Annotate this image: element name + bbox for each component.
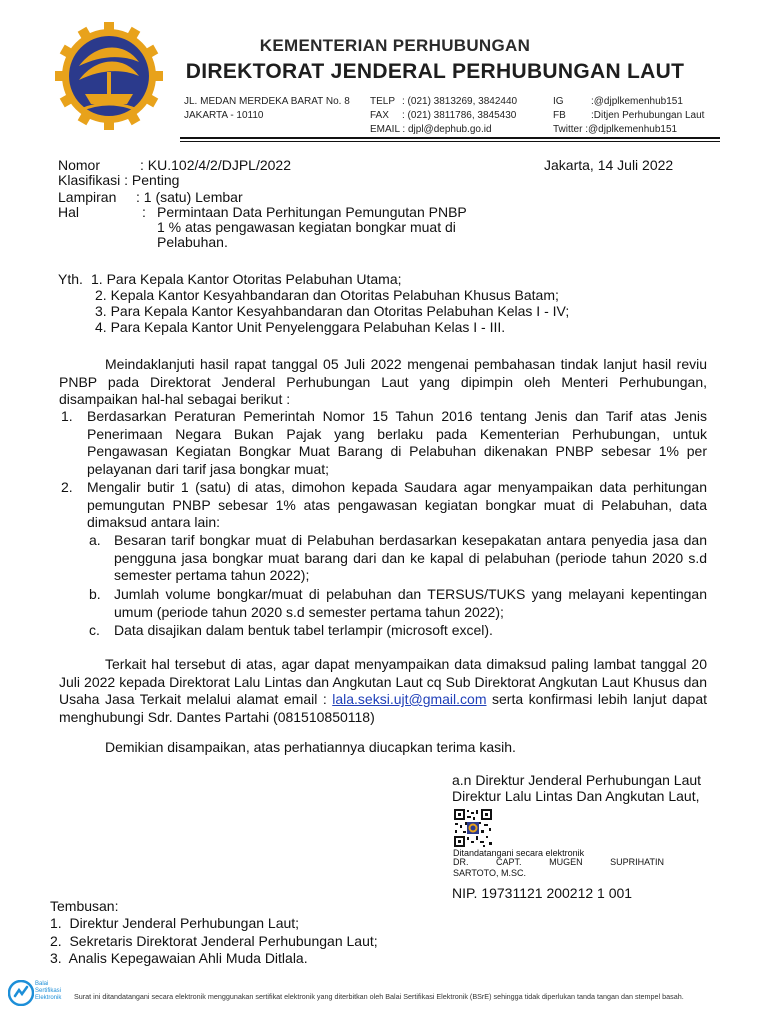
directorate-name: DIREKTORAT JENDERAL PERHUBUNGAN LAUT xyxy=(185,60,685,83)
letter-date: Jakarta, 14 Juli 2022 xyxy=(544,157,674,173)
yth-label: Yth. xyxy=(58,271,83,287)
fb-value: :Ditjen Perhubungan Laut xyxy=(591,110,705,121)
tembusan-item-1: 1. Direktur Jenderal Perhubungan Laut; xyxy=(50,915,300,931)
bsre-label-line-1: Balai xyxy=(35,981,49,987)
qr-code-icon xyxy=(453,808,493,848)
header-rule-thin xyxy=(180,141,720,142)
twitter-line: Twitter :@djplkemenhub151 xyxy=(553,124,678,135)
sub-c-text: Data disajikan dalam bentuk tabel terlampir (microsoft excel). xyxy=(114,622,493,638)
lampiran-value: : 1 (satu) Lembar xyxy=(136,189,243,205)
hal-line-2: 1 % atas pengawasan kegiatan bongkar muat di xyxy=(157,219,456,235)
fb-label: FB xyxy=(553,110,566,121)
telp-label: TELP xyxy=(370,96,396,107)
nomor-value: : KU.102/4/2/DJPL/2022 xyxy=(140,157,291,173)
hal-label: Hal xyxy=(58,204,80,220)
closing-text-2: serta konfirmasi lebih lanjut dapat menghubungi Sdr. Dantes Partahi (081510850118) xyxy=(59,691,707,725)
recipient-1: 1. Para Kepala Kantor Otoritas Pelabuhan Utama; xyxy=(91,271,402,287)
email-header: EMAIL : djpl@dephub.go.id xyxy=(370,124,492,135)
signature-line-2: Direktur Lalu Lintas Dan Angkutan Laut, xyxy=(452,788,700,804)
bsre-logo-icon xyxy=(8,980,34,1006)
intro-paragraph: Meindaklanjuti hasil rapat tanggal 05 Juli 2022 mengenai pembahasan tindak lanjut hasil reviu PNBP pada Direktorat Jenderal Perhubungan Laut yang dipimpin oleh Menteri Perhubungan, disampaikan hal-hal sebagai berikut : xyxy=(59,356,707,407)
social-block xyxy=(553,95,704,137)
sub-b-text: Jumlah volume bongkar/muat di pelabuhan dan TERSUS/TUKS yang melayani kepentingan umum (periode tahun 2020 s.d semester pertama tahun 2022); xyxy=(114,586,707,620)
hal-line-3: Pelabuhan. xyxy=(157,234,228,250)
address-city: JAKARTA - 10110 xyxy=(184,110,264,121)
tembusan-item-3: 3. Analis Kepegawaian Ahli Muda Ditlala. xyxy=(50,950,308,966)
contact-block xyxy=(370,95,517,137)
contact-email-link[interactable]: lala.seksi.ujt@gmail.com xyxy=(332,691,487,707)
recipient-3: 3. Para Kepala Kantor Kesyahbandaran dan Otoritas Pelabuhan Kelas I - IV; xyxy=(95,303,570,319)
klasifikasi: Klasifikasi : Penting xyxy=(58,172,180,188)
ig-value: :@djplkemenhub151 xyxy=(591,96,683,107)
hal-line-1: Permintaan Data Perhitungan Pemungutan PNBP xyxy=(157,204,467,220)
signer-name-line-2: SARTOTO, M.SC. xyxy=(453,868,527,878)
hal-colon: : xyxy=(142,204,146,220)
lampiran-label: Lampiran xyxy=(58,189,117,205)
sub-b-label: b. xyxy=(89,586,101,602)
e-signature-footer-notice: Surat ini ditandatangani secara elektronik menggunakan sertifikat elektronik yang diterbitkan oleh Balai Sertifikasi Elektronik (BSrE) sehingga tidak diperlukan tanda tangan dan stempel basah. xyxy=(74,992,684,1001)
address-block xyxy=(184,95,350,123)
signature-line-1: a.n Direktur Jenderal Perhubungan Laut xyxy=(452,772,702,788)
bsre-label-line-2: Sertifikasi xyxy=(35,988,62,994)
point-2-number: 2. xyxy=(61,479,73,495)
closing-paragraph xyxy=(59,656,707,726)
ig-label: IG xyxy=(553,96,564,107)
bsre-label-line-3: Elektronik xyxy=(35,995,62,1001)
fax-value: : (021) 3811786, 3845430 xyxy=(402,110,517,121)
address-street: JL. MEDAN MERDEKA BARAT No. 8 xyxy=(184,96,350,107)
point-1-number: 1. xyxy=(61,408,73,424)
tembusan-item-2: 2. Sekretaris Direktorat Jenderal Perhubungan Laut; xyxy=(50,933,378,949)
telp-value: : (021) 3813269, 3842440 xyxy=(402,96,518,107)
tembusan-title: Tembusan: xyxy=(50,898,119,914)
recipient-2: 2. Kepala Kantor Kesyahbandaran dan Otoritas Pelabuhan Khusus Batam; xyxy=(95,287,559,303)
sub-a-label: a. xyxy=(89,532,101,548)
e-signed-note: Ditandatangani secara elektronik xyxy=(453,848,585,858)
fax-label: FAX xyxy=(370,110,389,121)
sub-a-text: Besaran tarif bongkar muat di Pelabuhan berdasarkan kesepakatan antara penyedia jasa dan pengguna jasa bongkar muat barang dari dan ke kapal di pelabuhan (periode tahun 2020 s.d semester pertama tahun 2022); xyxy=(114,532,707,583)
signer-nip: NIP. 19731121 200212 1 001 xyxy=(452,885,633,901)
ministry-name: KEMENTERIAN PERHUBUNGAN xyxy=(259,36,531,55)
point-2-text: Mengalir butir 1 (satu) di atas, dimohon kepada Saudara agar menyampaikan data perhitungan pemungutan PNBP sebesar 1% atas pengawasan kegiatan bongkar muat di Pelabuhan, data dimaksud antara lain: xyxy=(87,479,707,530)
nomor-label: Nomor xyxy=(58,157,101,173)
signer-name-line-1: DR. CAPT. MUGEN SUPRIHATIN xyxy=(453,857,664,867)
recipient-4: 4. Para Kepala Kantor Unit Penyelenggara Pelabuhan Kelas I - III. xyxy=(95,319,506,335)
bsre-label xyxy=(35,981,61,1002)
sub-c-label: c. xyxy=(89,622,100,638)
header-rule-thick xyxy=(180,137,720,139)
ministry-logo xyxy=(55,22,163,130)
point-1-text: Berdasarkan Peraturan Pemerintah Nomor 15 Tahun 2016 tentang Jenis dan Tarif atas Jenis Penerimaan Negara Bukan Pajak yang berlaku pada Kementerian Perhubungan, untuk Pengawasan Kegiatan Bongkar Muat Barang di Pelabuhan dikenakan PNBP sebesar 1% per pelayanan dari tarif jasa bongkar muat; xyxy=(87,408,707,477)
thanks-paragraph: Demikian disampaikan, atas perhatiannya diucapkan terima kasih. xyxy=(105,739,516,755)
closing-text-1: Terkait hal tersebut di atas, agar dapat menyampaikan data dimaksud paling lambat tanggal 20 Juli 2022 kepada Direktorat Lalu Lintas dan Angkutan Laut cq Sub Direktorat Angkutan Laut Khusus dan Usaha Jasa Terkait melalui alamat email : xyxy=(59,656,707,707)
